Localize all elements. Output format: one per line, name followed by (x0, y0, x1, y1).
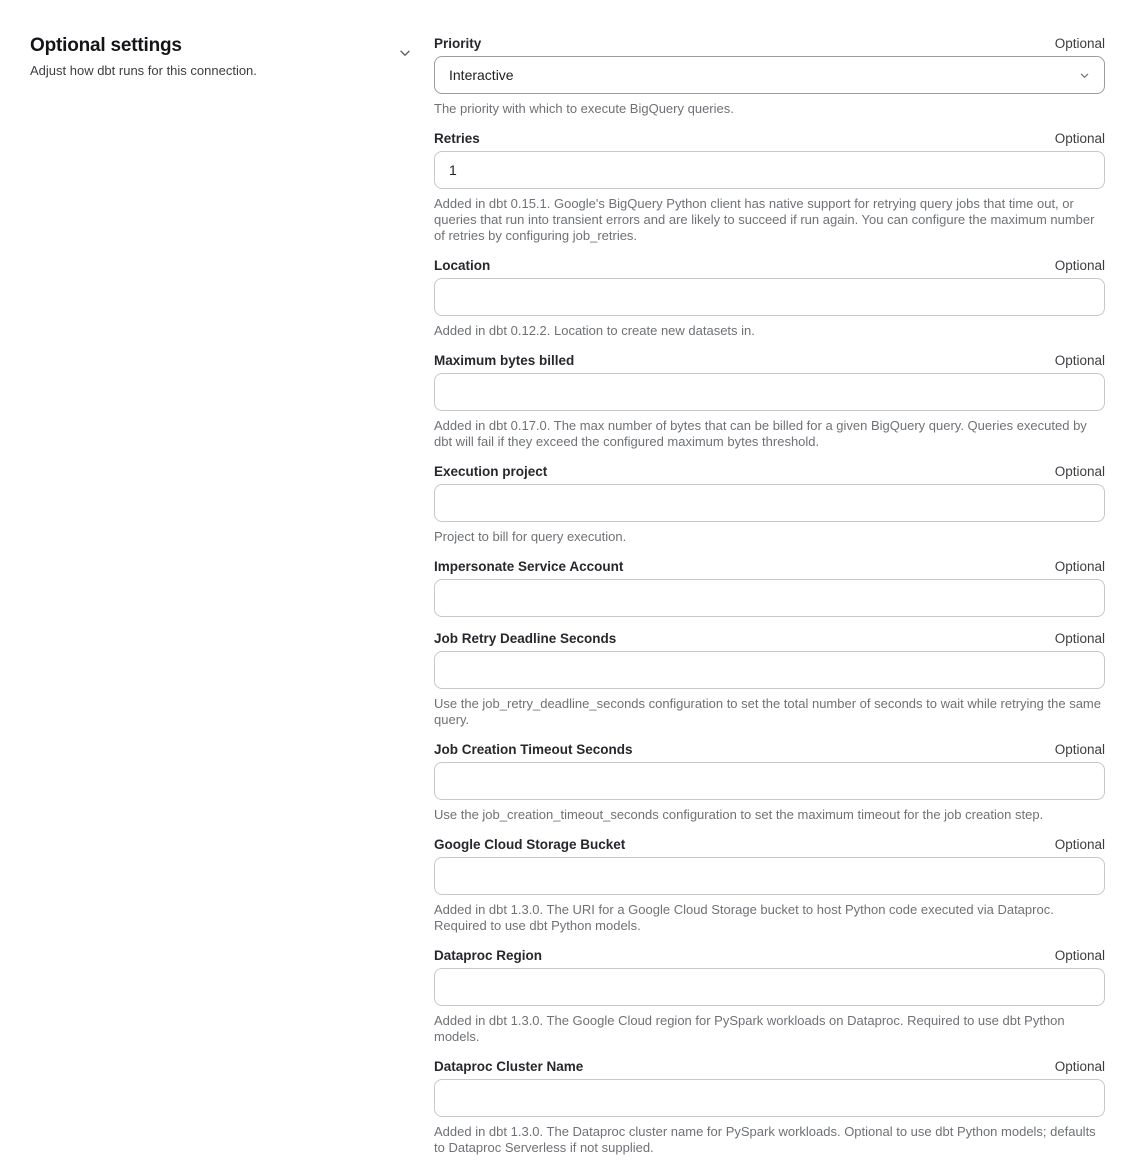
execution-project-input[interactable] (434, 484, 1105, 522)
field-retries (434, 131, 1105, 244)
job-retry-deadline-seconds-label: Job Retry Deadline Seconds (434, 631, 617, 646)
job-retry-deadline-seconds-input[interactable] (434, 651, 1105, 689)
google-cloud-storage-bucket-label: Google Cloud Storage Bucket (434, 837, 626, 852)
field-impersonate-service-account (434, 559, 1105, 617)
location-label: Location (434, 258, 491, 273)
job-retry-deadline-seconds-optional-badge: Optional (1054, 631, 1105, 646)
maximum-bytes-billed-label: Maximum bytes billed (434, 353, 575, 368)
fields-list (434, 36, 1105, 1170)
dataproc-cluster-name-input[interactable] (434, 1079, 1105, 1117)
field-head (434, 1059, 1105, 1074)
execution-project-optional-badge: Optional (1054, 464, 1105, 479)
chevron-down-icon (398, 46, 412, 65)
priority-label: Priority (434, 36, 482, 51)
field-job-retry-deadline-seconds (434, 631, 1105, 728)
impersonate-service-account-label: Impersonate Service Account (434, 559, 624, 574)
field-head (434, 837, 1105, 852)
maximum-bytes-billed-optional-badge: Optional (1054, 353, 1105, 368)
field-head (434, 131, 1105, 146)
impersonate-service-account-optional-badge: Optional (1054, 559, 1105, 574)
section-collapse-button[interactable] (396, 46, 414, 64)
retries-label: Retries (434, 131, 480, 146)
job-creation-timeout-seconds-help-text: Use the job_creation_timeout_seconds configuration to set the maximum timeout for the job creation step. (434, 807, 1044, 822)
google-cloud-storage-bucket-help-text: Added in dbt 1.3.0. The URI for a Google Cloud Storage bucket to host Python code executed via Dataproc. Required to use dbt Python models. (434, 902, 1054, 933)
execution-project-label: Execution project (434, 464, 548, 479)
execution-project-help-text: Project to bill for query execution. (434, 529, 627, 544)
dataproc-region-help-text: Added in dbt 1.3.0. The Google Cloud region for PySpark workloads on Dataproc. Required to use dbt Python models. (434, 1013, 1065, 1044)
field-head (434, 742, 1105, 757)
dataproc-region-label: Dataproc Region (434, 948, 543, 963)
retries-optional-badge: Optional (1054, 131, 1105, 146)
field-execution-project (434, 464, 1105, 545)
dataproc-region-optional-badge: Optional (1054, 948, 1105, 963)
field-google-cloud-storage-bucket (434, 837, 1105, 934)
field-dataproc-cluster-name (434, 1059, 1105, 1156)
location-optional-badge: Optional (1054, 258, 1105, 273)
job-creation-timeout-seconds-input[interactable] (434, 762, 1105, 800)
field-head (434, 948, 1105, 963)
field-head (434, 464, 1105, 479)
dataproc-cluster-name-label: Dataproc Cluster Name (434, 1059, 584, 1074)
section-title: Optional settings (30, 35, 182, 56)
chevron-down-icon (1079, 70, 1090, 81)
priority-select[interactable] (434, 56, 1105, 94)
field-location (434, 258, 1105, 339)
dataproc-cluster-name-optional-badge: Optional (1054, 1059, 1105, 1074)
dataproc-region-input[interactable] (434, 968, 1105, 1006)
location-help-text: Added in dbt 0.12.2. Location to create new datasets in. (434, 323, 755, 338)
field-dataproc-region (434, 948, 1105, 1045)
maximum-bytes-billed-input[interactable] (434, 373, 1105, 411)
field-head (434, 559, 1105, 574)
priority-optional-badge: Optional (1054, 36, 1105, 51)
location-input[interactable] (434, 278, 1105, 316)
retries-help-text: Added in dbt 0.15.1. Google's BigQuery Python client has native support for retrying query jobs that time out, or queries that run into transient errors and are likely to succeed if run again. You can configure the maximum number of retries by configuring job_retries. (434, 196, 1095, 243)
google-cloud-storage-bucket-optional-badge: Optional (1054, 837, 1105, 852)
field-maximum-bytes-billed (434, 353, 1105, 450)
field-head (434, 353, 1105, 368)
job-retry-deadline-seconds-help-text: Use the job_retry_deadline_seconds configuration to set the total number of seconds to wait while retrying the same query. (434, 696, 1101, 727)
section-subtitle: Adjust how dbt runs for this connection. (30, 63, 257, 78)
priority-selected-value: Interactive (449, 67, 514, 83)
impersonate-service-account-input[interactable] (434, 579, 1105, 617)
retries-input[interactable] (434, 151, 1105, 189)
field-priority (434, 36, 1105, 117)
field-head (434, 36, 1105, 51)
google-cloud-storage-bucket-input[interactable] (434, 857, 1105, 895)
job-creation-timeout-seconds-label: Job Creation Timeout Seconds (434, 742, 633, 757)
field-head (434, 258, 1105, 273)
field-job-creation-timeout-seconds (434, 742, 1105, 823)
section-header (30, 34, 380, 79)
dataproc-cluster-name-help-text: Added in dbt 1.3.0. The Dataproc cluster name for PySpark workloads. Optional to use dbt Python models; defaults to Dataproc Serverless if not supplied. (434, 1124, 1096, 1155)
priority-help-text: The priority with which to execute BigQuery queries. (434, 101, 734, 116)
field-head (434, 631, 1105, 646)
maximum-bytes-billed-help-text: Added in dbt 0.17.0. The max number of bytes that can be billed for a given BigQuery query. Queries executed by dbt will fail if they exceed the configured maximum bytes threshold. (434, 418, 1087, 449)
job-creation-timeout-seconds-optional-badge: Optional (1054, 742, 1105, 757)
